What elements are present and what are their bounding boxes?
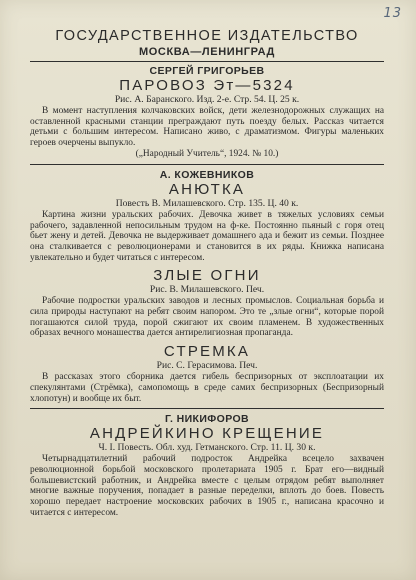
- book-author: А. КОЖЕВНИКОВ: [159, 168, 255, 181]
- book-title: АНДРЕЙКИНО КРЕЩЕНИЕ: [89, 425, 325, 443]
- book-title: СТРЕМКА: [163, 343, 251, 361]
- book-meta: Рис. С. Герасимова. Печ.: [156, 360, 258, 372]
- book-title: ЗЛЫЕ ОГНИ: [153, 267, 261, 285]
- book-title: ПАРОВОЗ Эт—5324: [119, 77, 295, 94]
- book-meta: Рис. В. Милашевского. Печ.: [149, 284, 265, 296]
- handwritten-page-number: 13: [383, 6, 402, 21]
- book-description: Картина жизни уральских рабочих. Девочка живет в тяжелых условиях семьи рабочего, задавленной непосильным трудом на ф-ке. Постоянно пьяный с горя отец бьет жену и детей. Девочка не выдерживает домашнего ада и бежит из семьи. Позднее она сталкивается с революционерами и становится в их ряды. Книжка написана увлекательно и будет читаться с интересом.: [30, 209, 384, 263]
- book-meta: Ч. I. Повесть. Обл. худ. Гетманского. Стр. 11. Ц. 30 к.: [98, 442, 316, 454]
- book-author: Г. НИКИФОРОВ: [164, 413, 250, 426]
- book-author: СЕРГЕЙ ГРИГОРЬЕВ: [149, 65, 265, 77]
- book-entry: [30, 169, 384, 264]
- book-meta: Рис. А. Баранского. Изд. 2-е. Стр. 54. Ц. 25 к.: [114, 94, 300, 105]
- section-rule: [30, 164, 384, 165]
- book-description: Четырнадцатилетний рабочий подросток Андрейка всецело захвачен революционной борьбой московского пролетариата 1905 г. Брат его—видный большевистский работник, и Андрейка вместе с целым отрядом ребят выполняет многие важные поручения, попадает в разные переделки, вплоть до боев. Повесть хорошо передает настроение московских рабочих в 1905 г., написана красочно и читается с интересом.: [30, 454, 384, 518]
- book-description: В момент наступления колчаковских войск, дети железнодорожных служащих на оставленной красными станции преграждают путь поезду белых. Рассказ читается детьми с большим интересом. Написано живо, с драматизмом. Фигуры маленьких героев очерчены выпукло.: [30, 106, 384, 149]
- book-entry: [30, 344, 384, 404]
- publisher-name: ГОСУДАРСТВЕННОЕ ИЗДАТЕЛЬСТВО: [55, 28, 359, 44]
- book-title: АНЮТКА: [168, 180, 246, 198]
- book-entry: [30, 268, 384, 339]
- publisher-city: МОСКВА—ЛЕНИНГРАД: [139, 46, 275, 58]
- book-meta: Повесть В. Милашевского. Стр. 135. Ц. 40 к.: [115, 197, 299, 209]
- header-rule: [30, 61, 384, 62]
- book-description: В рассказах этого сборника дается гибель беспризорных от эксплоатации их спекулянтами (Стрёмка), самопомощь в среде самих беспризорных (Беспризорный хлопотун) и вообще их быт.: [30, 372, 384, 404]
- book-description: Рабочие подростки уральских заводов и лесных промыслов. Социальная борьба и сила природы наступают на ребят своим напором. Это те „злые огни“, которые порой погашаются силой труда, порой сжигают их своим пламенем. В художественных образах вечного монашества дается антирелигиозная пропаганда.: [30, 296, 384, 339]
- section-rule: [30, 408, 384, 409]
- review-source: („Народный Учитель“, 1924. № 10.): [135, 148, 279, 159]
- book-entry: [30, 413, 384, 518]
- book-entry: [30, 65, 384, 160]
